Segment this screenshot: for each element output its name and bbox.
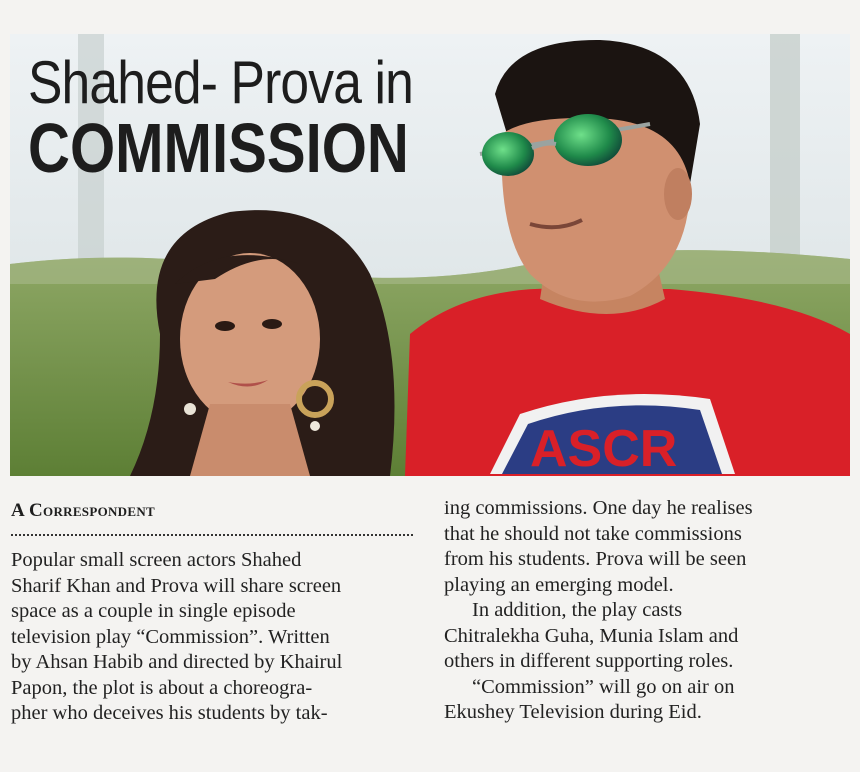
shirt-print-text: ASCR: [530, 420, 678, 476]
text-line: by Ahsan Habib and directed by Khairul: [11, 651, 343, 673]
article-column-1: [11, 548, 416, 727]
headline-line1: Shahed- Prova in: [28, 49, 413, 116]
text-line: “Commission” will go on air on: [472, 675, 735, 698]
text-line: playing an emerging model.: [444, 573, 674, 596]
woman-neck: [190, 404, 310, 476]
headline-line2: COMMISSION: [28, 109, 409, 187]
text-line: pher who deceives his students by tak-: [11, 702, 328, 724]
article-column-2: [444, 496, 839, 726]
text-line: that he should not take commissions: [444, 522, 742, 545]
text-line: television play “Commission”. Written: [11, 625, 330, 648]
text-line: Chitralekha Guha, Munia Islam and: [444, 624, 739, 647]
dotted-divider: [11, 534, 413, 536]
text-line: Ekushey Television during Eid.: [444, 701, 702, 723]
text-line: ing commissions. One day he realises: [444, 497, 753, 519]
text-line: others in different supporting roles.: [444, 650, 734, 672]
text-line: from his students. Prova will be seen: [444, 548, 747, 570]
text-line: space as a couple in single episode: [11, 600, 296, 622]
text-line: Popular small screen actors Shahed: [11, 549, 302, 571]
text-line: In addition, the play casts: [472, 599, 683, 621]
man-ear: [664, 168, 692, 220]
text-line: Sharif Khan and Prova will share screen: [11, 574, 342, 597]
byline: A Correspondent: [11, 500, 155, 521]
text-line: Papon, the plot is about a choreogra-: [11, 676, 313, 699]
earring: [184, 403, 196, 415]
headline: [28, 49, 487, 187]
